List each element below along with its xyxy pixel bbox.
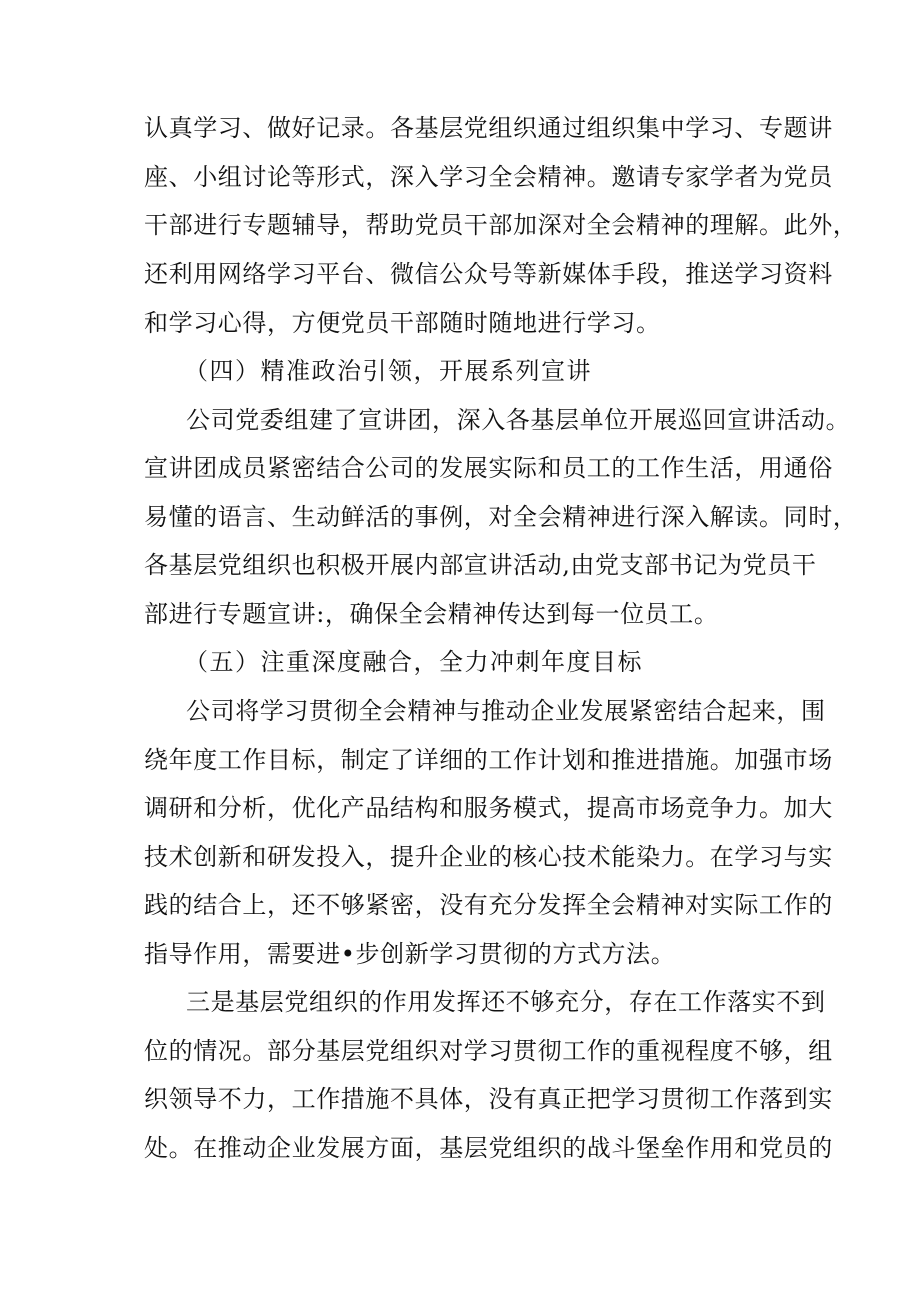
body-text-line: 各基层党组织也积极开展内部宣讲活动,由党支部书记为党员干 [144,551,817,579]
body-text-line: 处。在推动企业发展方面，基层党组织的战斗堡垒作用和党员的 [144,1134,833,1162]
body-text-line: 公司将学习贯彻全会精神与推动企业发展紧密结合起来，围 [186,697,826,725]
body-text-line: 三是基层党组织的作用发挥还不够充分，存在工作落实不到 [186,988,826,1016]
body-text-line: 座、小组讨论等形式，深入学习全会精神。邀请专家学者为党员 [144,163,833,191]
body-text-line: 认真学习、做好记录。各基层党组织通过组织集中学习、专题讲 [144,114,833,142]
body-text-line: 易懂的语言、生动鲜活的事例，对全会精神进行深入解读。同时， [144,503,858,531]
body-text-line: 践的结合上，还不够紧密，没有充分发挥全会精神对实际工作的 [144,891,833,919]
section-heading-5: （五）注重深度融合，全力冲刺年度目标 [184,648,643,676]
body-text-line: 绕年度工作目标，制定了详细的工作计划和推进措施。加强市场 [144,746,833,774]
body-text-line: 宣讲团成员紧密结合公司的发展实际和员工的工作生活，用通俗 [144,454,833,482]
body-text-line: 织领导不力，工作措施不具体，没有真正把学习贯彻工作落到实 [144,1085,833,1113]
body-text-line: 还利用网络学习平台、微信公众号等新媒体手段，推送学习资料 [144,260,833,288]
body-text-line: 调研和分析，优化产品结构和服务模式，提高市场竞争力。加大 [144,794,833,822]
body-text-line: 和学习心得，方便党员干部随时随地进行学习。 [144,309,661,337]
body-text-line: 部进行专题宣讲:，确保全会精神传达到每一位员工。 [144,600,719,628]
body-text-line: 技术创新和研发投入，提升企业的核心技术能染力。在学习与实 [144,843,833,871]
section-heading-4: （四）精准政治引领，开展系列宣讲 [184,357,592,385]
body-text-line: 指导作用，需要进•步创新学习贯彻的方式方法。 [144,940,676,968]
body-text-line: 公司党委组建了宣讲团，深入各基层单位开展巡回宣讲活动。 [186,406,851,434]
body-text-line: 干部进行专题辅导，帮助党员干部加深对全会精神的理解。此外， [144,211,858,239]
body-text-line: 位的情况。部分基层党组织对学习贯彻工作的重视程度不够，组 [144,1037,833,1065]
